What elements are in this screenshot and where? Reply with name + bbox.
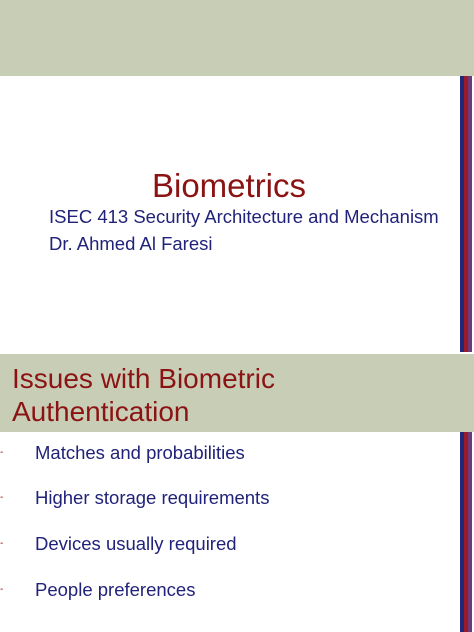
list-item (0, 532, 460, 558)
bullet-marker: - (0, 492, 4, 503)
stripe-purple (468, 76, 472, 352)
bullet-text: People preferences (35, 579, 196, 600)
list-item (0, 486, 460, 512)
bullet-marker: - (0, 584, 4, 595)
decorative-stripes (460, 76, 472, 352)
author-subtitle: Dr. Ahmed Al Faresi (49, 233, 213, 254)
list-item (0, 441, 460, 467)
bullet-marker: - (0, 538, 4, 549)
heading-line-1: Issues with Biometric (12, 363, 275, 394)
course-subtitle: ISEC 413 Security Architecture and Mechanism (49, 206, 439, 227)
slide-title-text: Biometrics (151, 167, 307, 204)
decorative-stripes (460, 432, 472, 632)
header-band (0, 0, 474, 76)
stripe-purple (468, 432, 472, 632)
bullet-marker: - (0, 447, 4, 458)
bullet-text: Matches and probabilities (35, 442, 245, 463)
slide-issues (0, 354, 474, 632)
list-item (0, 578, 460, 604)
bullet-text: Devices usually required (35, 533, 237, 554)
heading-line-2: Authentication (12, 396, 190, 427)
bullet-text: Higher storage requirements (35, 487, 270, 508)
slide-heading (12, 362, 275, 428)
